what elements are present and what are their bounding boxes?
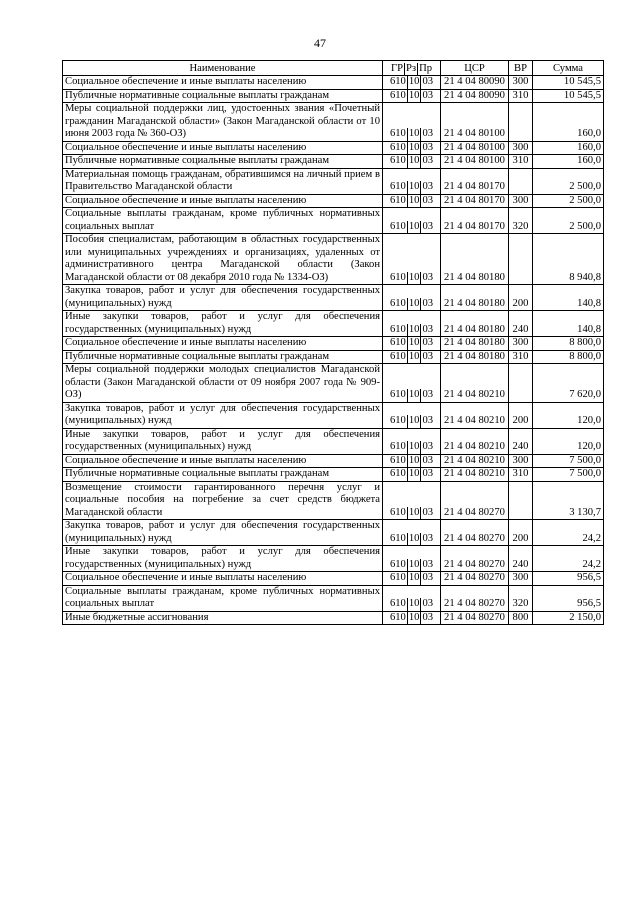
budget-table: [62, 60, 604, 625]
row-pr: 03: [422, 76, 434, 87]
row-csr: 21 4 04 80270: [441, 572, 509, 586]
table-body: [63, 76, 604, 625]
row-name: Публичные нормативные социальные выплаты гражданам: [63, 89, 383, 103]
row-name: Возмещение стоимости гарантированного перечня услуг и социальные пособия на погребение за счет средств бюджета Магаданской области: [63, 481, 383, 520]
row-pr: 03: [422, 572, 434, 583]
row-vr: 310: [509, 350, 533, 364]
header-rz: Рз: [406, 62, 417, 74]
row-sum: 8 800,0: [533, 337, 604, 351]
header-codes: [383, 61, 441, 76]
row-pr: 03: [422, 220, 434, 232]
row-vr: 200: [509, 285, 533, 311]
row-csr: 21 4 04 80270: [441, 546, 509, 572]
row-rz: 10: [408, 558, 420, 570]
row-pr: 03: [422, 128, 434, 139]
row-gr: 610: [389, 297, 406, 309]
row-csr: 21 4 04 80180: [441, 311, 509, 337]
row-codes: [383, 481, 441, 520]
row-codes: [383, 572, 441, 586]
row-name: Материальная помощь гражданам, обратившимся на личный прием в Правительство Магаданской области: [63, 168, 383, 194]
row-rz: 10: [408, 220, 420, 232]
row-sum: 7 500,0: [533, 468, 604, 482]
row-gr: 610: [389, 220, 406, 232]
row-name: Закупка товаров, работ и услуг для обеспечения государственных (муниципальных) нужд: [63, 402, 383, 428]
table-row: [63, 454, 604, 468]
row-sum: 24,2: [533, 546, 604, 572]
row-csr: 21 4 04 80100: [441, 141, 509, 155]
row-csr: 21 4 04 80090: [441, 89, 509, 103]
row-vr: [509, 481, 533, 520]
row-sum: 2 150,0: [533, 611, 604, 625]
row-csr: 21 4 04 80270: [441, 611, 509, 625]
row-vr: 240: [509, 428, 533, 454]
row-codes: [383, 168, 441, 194]
row-pr: 03: [422, 454, 434, 466]
row-gr: 610: [389, 155, 406, 166]
table-row: [63, 364, 604, 403]
row-gr: 610: [389, 128, 406, 139]
table-row: [63, 155, 604, 169]
row-gr: 610: [389, 468, 406, 479]
header-name: Наименование: [63, 61, 383, 76]
row-pr: 03: [422, 389, 434, 400]
row-sum: 160,0: [533, 155, 604, 169]
row-sum: 10 545,5: [533, 76, 604, 90]
row-sum: 160,0: [533, 103, 604, 142]
row-csr: 21 4 04 80170: [441, 194, 509, 208]
row-codes: [383, 337, 441, 351]
row-pr: 03: [422, 415, 434, 426]
table-row: [63, 311, 604, 337]
row-csr: 21 4 04 80210: [441, 364, 509, 403]
row-pr: 03: [422, 141, 434, 153]
row-vr: 300: [509, 572, 533, 586]
row-rz: 10: [408, 194, 420, 206]
row-csr: 21 4 04 80180: [441, 350, 509, 364]
row-rz: 10: [408, 611, 420, 623]
table-row: [63, 89, 604, 103]
row-name: Иные закупки товаров, работ и услуг для обеспечения государственных (муниципальных) нужд: [63, 311, 383, 337]
row-gr: 610: [389, 271, 406, 283]
row-vr: 300: [509, 194, 533, 208]
table-row: [63, 546, 604, 572]
row-vr: 200: [509, 402, 533, 428]
row-codes: [383, 350, 441, 364]
table-row: [63, 402, 604, 428]
row-pr: 03: [422, 468, 434, 479]
row-csr: 21 4 04 80210: [441, 468, 509, 482]
row-vr: [509, 364, 533, 403]
page-number: 47: [314, 36, 326, 50]
row-pr: 03: [422, 89, 434, 101]
row-csr: 21 4 04 80210: [441, 428, 509, 454]
row-vr: [509, 103, 533, 142]
row-codes: [383, 234, 441, 285]
row-name: Социальное обеспечение и иные выплаты населению: [63, 141, 383, 155]
row-name: Публичные нормативные социальные выплаты гражданам: [63, 350, 383, 364]
row-pr: 03: [422, 323, 434, 335]
row-name: Социальное обеспечение и иные выплаты населению: [63, 454, 383, 468]
row-csr: 21 4 04 80270: [441, 520, 509, 546]
row-pr: 03: [422, 558, 434, 570]
header-pr: Пр: [419, 62, 433, 74]
row-gr: 610: [389, 598, 406, 609]
table-row: [63, 141, 604, 155]
row-pr: 03: [422, 297, 434, 309]
row-pr: 03: [422, 271, 434, 283]
row-sum: 10 545,5: [533, 89, 604, 103]
row-csr: 21 4 04 80210: [441, 454, 509, 468]
row-pr: 03: [422, 532, 434, 544]
row-name: Публичные нормативные социальные выплаты гражданам: [63, 468, 383, 482]
row-codes: [383, 208, 441, 234]
row-csr: 21 4 04 80180: [441, 285, 509, 311]
row-name: Иные закупки товаров, работ и услуг для обеспечения государственных (муниципальных) нужд: [63, 546, 383, 572]
row-name: Пособия специалистам, работающим в областных государственных или муниципальных учреждениях и организациях, удаленных от административного центра Магаданской области (Закон Магаданской области от 08 декабря 2010 года № 1334-ОЗ): [63, 234, 383, 285]
row-gr: 610: [389, 441, 406, 452]
row-rz: 10: [408, 323, 420, 335]
row-rz: 10: [408, 598, 420, 609]
row-name: Социальные выплаты гражданам, кроме публичных нормативных социальных выплат: [63, 585, 383, 611]
row-sum: 160,0: [533, 141, 604, 155]
row-sum: 24,2: [533, 520, 604, 546]
row-name: Социальные выплаты гражданам, кроме публичных нормативных социальных выплат: [63, 208, 383, 234]
row-gr: 610: [389, 506, 406, 518]
row-name: Социальное обеспечение и иные выплаты населению: [63, 76, 383, 90]
row-codes: [383, 76, 441, 90]
row-sum: 8 940,8: [533, 234, 604, 285]
row-codes: [383, 141, 441, 155]
row-rz: 10: [408, 506, 420, 518]
row-sum: 2 500,0: [533, 168, 604, 194]
row-sum: 120,0: [533, 402, 604, 428]
row-gr: 610: [389, 572, 406, 583]
row-gr: 610: [389, 611, 406, 623]
row-name: Закупка товаров, работ и услуг для обеспечения государственных (муниципальных) нужд: [63, 520, 383, 546]
row-rz: 10: [408, 128, 420, 139]
header-csr: ЦСР: [441, 61, 509, 76]
table-row: [63, 572, 604, 586]
table-row: [63, 285, 604, 311]
row-gr: 610: [389, 350, 406, 362]
row-rz: 10: [408, 468, 420, 479]
row-csr: 21 4 04 80090: [441, 76, 509, 90]
row-name: Публичные нормативные социальные выплаты гражданам: [63, 155, 383, 169]
table-row: [63, 234, 604, 285]
header-vr: ВР: [509, 61, 533, 76]
row-codes: [383, 311, 441, 337]
row-name: Меры социальной поддержки молодых специалистов Магаданской области (Закон Магаданской области от 09 ноября 2007 года № 909-ОЗ): [63, 364, 383, 403]
row-name: Социальное обеспечение и иные выплаты населению: [63, 337, 383, 351]
row-csr: 21 4 04 80270: [441, 585, 509, 611]
row-sum: 956,5: [533, 572, 604, 586]
row-codes: [383, 454, 441, 468]
row-name: Социальное обеспечение и иные выплаты населению: [63, 194, 383, 208]
row-vr: 300: [509, 337, 533, 351]
row-gr: 610: [389, 181, 406, 192]
row-pr: 03: [422, 350, 434, 362]
row-gr: 610: [389, 532, 406, 544]
row-vr: 300: [509, 141, 533, 155]
row-rz: 10: [408, 532, 420, 544]
row-vr: 310: [509, 155, 533, 169]
row-csr: 21 4 04 80170: [441, 168, 509, 194]
row-name: Иные закупки товаров, работ и услуг для обеспечения государственных (муниципальных) нужд: [63, 428, 383, 454]
row-sum: 140,8: [533, 311, 604, 337]
table-row: [63, 428, 604, 454]
row-sum: 2 500,0: [533, 208, 604, 234]
header-gr: ГР: [390, 62, 403, 74]
row-csr: 21 4 04 80270: [441, 481, 509, 520]
row-gr: 610: [389, 89, 406, 101]
row-sum: 140,8: [533, 285, 604, 311]
row-vr: 240: [509, 311, 533, 337]
row-codes: [383, 546, 441, 572]
row-rz: 10: [408, 337, 420, 348]
row-name: Меры социальной поддержки лиц, удостоенных звания «Почетный гражданин Магаданской области» (Закон Магаданской области от 10 июня 2003 года № 360-ОЗ): [63, 103, 383, 142]
row-csr: 21 4 04 80100: [441, 103, 509, 142]
row-codes: [383, 103, 441, 142]
row-vr: 310: [509, 89, 533, 103]
row-sum: 120,0: [533, 428, 604, 454]
row-pr: 03: [422, 181, 434, 192]
row-pr: 03: [422, 506, 434, 518]
row-rz: 10: [408, 454, 420, 466]
table-row: [63, 194, 604, 208]
row-pr: 03: [422, 598, 434, 609]
row-codes: [383, 468, 441, 482]
table-row: [63, 337, 604, 351]
row-rz: 10: [408, 89, 420, 101]
row-sum: 7 500,0: [533, 454, 604, 468]
row-gr: 610: [389, 454, 406, 466]
table-row: [63, 520, 604, 546]
row-codes: [383, 520, 441, 546]
row-codes: [383, 364, 441, 403]
row-vr: 800: [509, 611, 533, 625]
row-csr: 21 4 04 80170: [441, 208, 509, 234]
row-sum: 956,5: [533, 585, 604, 611]
table-row: [63, 76, 604, 90]
row-vr: 320: [509, 208, 533, 234]
table-row: [63, 168, 604, 194]
row-rz: 10: [408, 441, 420, 452]
table-row: [63, 350, 604, 364]
row-codes: [383, 89, 441, 103]
row-gr: 610: [389, 558, 406, 570]
row-name: Закупка товаров, работ и услуг для обеспечения государственных (муниципальных) нужд: [63, 285, 383, 311]
row-gr: 610: [389, 323, 406, 335]
row-csr: 21 4 04 80180: [441, 234, 509, 285]
header-row: [63, 61, 604, 76]
row-gr: 610: [389, 141, 406, 153]
row-gr: 610: [389, 194, 406, 206]
table-row: [63, 611, 604, 625]
row-pr: 03: [422, 441, 434, 452]
row-pr: 03: [422, 155, 434, 166]
row-rz: 10: [408, 181, 420, 192]
row-codes: [383, 585, 441, 611]
row-pr: 03: [422, 611, 434, 623]
row-codes: [383, 194, 441, 208]
row-codes: [383, 402, 441, 428]
row-rz: 10: [408, 141, 420, 153]
row-sum: 7 620,0: [533, 364, 604, 403]
row-vr: 310: [509, 468, 533, 482]
row-vr: [509, 234, 533, 285]
row-pr: 03: [422, 194, 434, 206]
row-csr: 21 4 04 80180: [441, 337, 509, 351]
table-row: [63, 481, 604, 520]
row-gr: 610: [389, 337, 406, 348]
row-name: Социальное обеспечение и иные выплаты населению: [63, 572, 383, 586]
row-sum: 8 800,0: [533, 350, 604, 364]
row-pr: 03: [422, 337, 434, 348]
row-rz: 10: [408, 76, 420, 87]
row-gr: 610: [389, 76, 406, 87]
row-name: Иные бюджетные ассигнования: [63, 611, 383, 625]
row-codes: [383, 285, 441, 311]
row-vr: 300: [509, 454, 533, 468]
row-sum: 3 130,7: [533, 481, 604, 520]
row-vr: 200: [509, 520, 533, 546]
row-csr: 21 4 04 80100: [441, 155, 509, 169]
row-vr: 300: [509, 76, 533, 90]
table-row: [63, 208, 604, 234]
row-codes: [383, 428, 441, 454]
table-row: [63, 468, 604, 482]
row-gr: 610: [389, 415, 406, 426]
header-sum: Сумма: [533, 61, 604, 76]
row-rz: 10: [408, 350, 420, 362]
row-rz: 10: [408, 297, 420, 309]
row-vr: 240: [509, 546, 533, 572]
table-row: [63, 103, 604, 142]
row-rz: 10: [408, 415, 420, 426]
table-row: [63, 585, 604, 611]
row-vr: 320: [509, 585, 533, 611]
row-sum: 2 500,0: [533, 194, 604, 208]
row-rz: 10: [408, 155, 420, 166]
row-csr: 21 4 04 80210: [441, 402, 509, 428]
row-rz: 10: [408, 572, 420, 583]
row-gr: 610: [389, 389, 406, 400]
row-rz: 10: [408, 389, 420, 400]
row-codes: [383, 155, 441, 169]
row-vr: [509, 168, 533, 194]
row-codes: [383, 611, 441, 625]
row-rz: 10: [408, 271, 420, 283]
